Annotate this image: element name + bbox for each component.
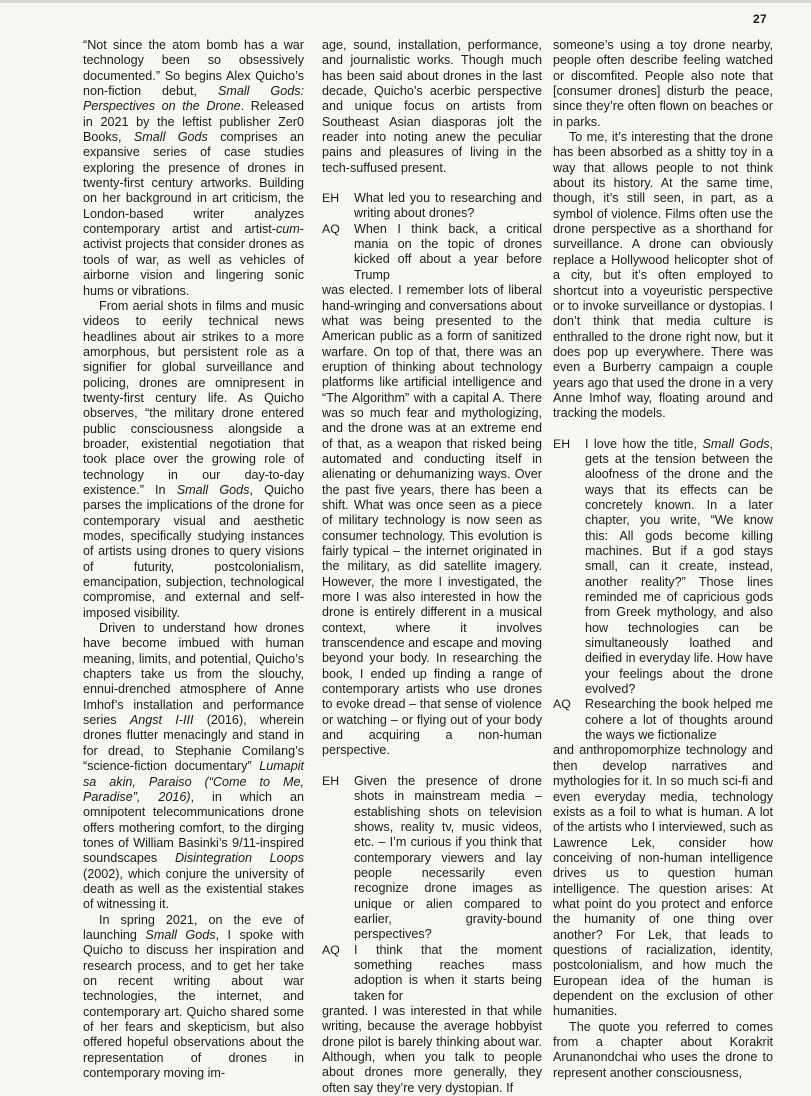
speaker-label: EH xyxy=(553,436,571,451)
artwork-title: Angst I-III xyxy=(129,713,194,728)
artwork-title: Disintegration Loops xyxy=(174,851,304,866)
answer-block xyxy=(322,943,542,1096)
speaker-label: AQ xyxy=(553,697,571,712)
book-title: Small Gods xyxy=(176,482,250,497)
answer-continuation: someone’s using a toy drone nearby, people often describe feeling watched or discomfited. People also note that [consumer drones] disturb the peace, since they’re often flown on beaches or in parks. xyxy=(553,38,773,129)
book-title: Small Gods xyxy=(145,927,216,942)
answer-continuation: and anthropomorphize technology and then develop narratives and mythologies for it. In so much sci-fi and even everyday media, technology exists as a foil to what is human. A lot of the artists who I interviewed, such as Lawrence Lek, consider how conceiving of non-human intelligence drives us to question human intelligence. The question arises: At what point do you protect and enforce the humanity of one thing over another? For Lek, that leads to questions of racialization, identity, postcolonialism, and how much the European idea of the human is dependent on the exclusion of other humanities. xyxy=(553,743,773,1019)
question-block xyxy=(322,774,542,943)
body-paragraph: To me, it’s interesting that the drone has been absorbed as a shitty toy in a way that allows people to not think about its history. At the same time, though, it’s still seen, in part, as a symbol of violence. Films often use the drone perspective as a shorthand for surveillance. A drone can obviously replace a Hollywood helicopter shot of a city, but it’s often employed to shortcut into a voyeuristic perspective or to invoke surveillance or dystopias. I don’t think that media culture is enthralled to the drone right now, but it does pop up everywhere. There was even a Burberry campaign a couple years ago that used the drone in a very Anne Imhof way, floating around and tracking the models. xyxy=(553,130,773,421)
book-title: Small Gods xyxy=(133,130,208,145)
page-number: 27 xyxy=(753,12,767,26)
answer-text: Researching the book helped me cohere a lot of thoughts around the ways we fictionalize xyxy=(585,697,773,743)
body-paragraph: Driven to understand how drones have become imbued with human meaning, limits, and potential, Quicho’s chapters take us from the slouchy, ennui-drenched atmosphere of Anne Imhof’s installation and performance series Angst I-III (2016), wherein drones flutter menacingly and stand in for dread, to Stephanie Comilang’s “science-fiction documentary” Lumapit sa akin, Paraiso (“Come to Me, Paradise”, 2016), in which an omnipotent telecommunications drone offers mothering comfort, to the dirging tones of William Basinki’s 9/11-inspired soundscapes Disintegration Loops (2002), which conjure the university of death as well as the existential stakes of witnessing it. xyxy=(83,621,304,912)
page-top-edge xyxy=(0,0,811,3)
answer-block xyxy=(553,697,773,1019)
column-3 xyxy=(553,38,773,1081)
speaker-label: AQ xyxy=(322,221,340,236)
body-paragraph: The quote you referred to comes from a chapter about Korakrit Arunanondchai who uses the drone to represent another consciousness, xyxy=(553,1019,773,1080)
answer-text: I think that the moment something reaches mass adoption is when it starts being taken for xyxy=(354,942,542,1003)
speaker-label: AQ xyxy=(322,942,340,957)
question-block xyxy=(322,191,542,222)
answer-block xyxy=(322,222,542,759)
answer-continuation: granted. I was interested in that while writing, because the average hobbyist drone pilot is barely thinking about war. Although, when you talk to people about drones more generally, they often say they’re very dystopian. If xyxy=(322,1003,542,1095)
body-paragraph: age, sound, installation, performance, and journalistic works. Though much has been said about drones in the last decade, Quicho’s acerbic perspective and unique focus on artists from Southeast Asian diasporas jolt the reader into noting anew the peculiar pains and pleasures of living in the tech-suffused present. xyxy=(322,38,542,175)
body-paragraph: From aerial shots in films and music videos to eerily technical news headlines about air strikes to a more amorphous, but persistent role as a signifier for global surveillance and policing, drones are omnipresent in twenty-first century life. As Quicho observes, “the military drone entered public consciousness alongside a broader, existential negotiation that took place over the growing role of technology in our day-to-day existence.” In Small Gods, Quicho parses the implications of the drone for contemporary visual and aesthetic modes, specifically studying instances of artists using drones to query visions of futurity, postcolonialism, emancipation, subjection, technological compromise, and external and self-imposed visibility. xyxy=(83,298,305,620)
body-paragraph: In spring 2021, on the eve of launching Small Gods, I spoke with Quicho to discuss her inspiration and research process, and to get her take on recent writing about war technologies, the internet, and contemporary art. Quicho shared some of her fears and skepticism, but also offered hopeful observations about the representation of drones in contemporary moving im- xyxy=(83,912,305,1081)
question-block xyxy=(553,437,773,698)
book-title: Small Gods xyxy=(702,436,770,451)
column-2 xyxy=(322,38,542,1096)
artwork-title: Lumapit sa akin, Paraiso (“Come to Me, Paradise”, 2016) xyxy=(83,759,304,804)
column-1 xyxy=(83,38,304,1081)
speaker-label: EH xyxy=(322,773,340,788)
question-text: What led you to researching and writing about drones? xyxy=(354,191,542,221)
answer-continuation: was elected. I remember lots of liberal hand-wringing and conversations about what was being presented to the American public as a form of sanitized warfare. On top of that, there was an eruption of thinking about technology platforms like artificial intelligence and “The Algorithm” with a capital A. There was so much fear and mythologizing, and the drone was at an extreme end of that, as a weapon that risked being automated and conducting itself in alienating or dehumanizing ways. Over the past five years, there has been a shift. What was once seen as a piece of military technology is now seen as consumer technology. This evolution is fairly typical – the internet originated in the military, as did satellite imagery. However, the more I investigated, the more I was also interested in how the drone is entirely different in a musical context, where it involves transcendence and escape and moving beyond your body. In researching the book, I ended up finding a range of contemporary artists who use drones to evoke dread – that sense of violence or watching – or flying out of your body and acquiring a non-human perspective. xyxy=(322,283,542,758)
book-title: Small Gods: Perspectives on the Drone xyxy=(83,84,305,114)
question-text: Given the presence of drone shots in mainstream media – establishing shots on television shows, reality tv, music videos, etc. – I’m curious if you think that contemporary viewers and lay people necessarily even recognize drone images as unique or alien compared to earlier, gravity-bound perspectives? xyxy=(354,773,542,942)
answer-text: When I think back, a critical mania on the topic of drones kicked off about a year before Trump xyxy=(354,221,542,282)
intro-paragraph: “Not since the atom bomb has a war technology been so obsessively documented.” So begins Alex Quicho’s non-fiction debut, Small Gods: Perspectives on the Drone. Released in 2021 by the leftist publisher Zer0 Books, Small Gods comprises an expansive series of case studies exploring the presence of drones in twenty-first century artworks. Building on her background in art criticism, the London-based writer analyzes contemporary artist and artist-cum-activist projects that consider drones as tools of war, as well as vehicles of airborne vision and lingering sonic hums or vibrations. xyxy=(83,38,305,298)
question-text: I love how the title, Small Gods, gets at the tension between the aloofness of the drone and the ways that its effects can be concretely known. In a later chapter, you write, “We know this: All gods become killing machines. But if a god stays small, can it create, instead, another reality?” Those lines reminded me of capricious gods from Greek mythology, and also how technologies can be simultaneously loathed and deified in everyday life. How have your feelings about the drone evolved? xyxy=(585,436,773,697)
speaker-label: EH xyxy=(322,191,340,206)
